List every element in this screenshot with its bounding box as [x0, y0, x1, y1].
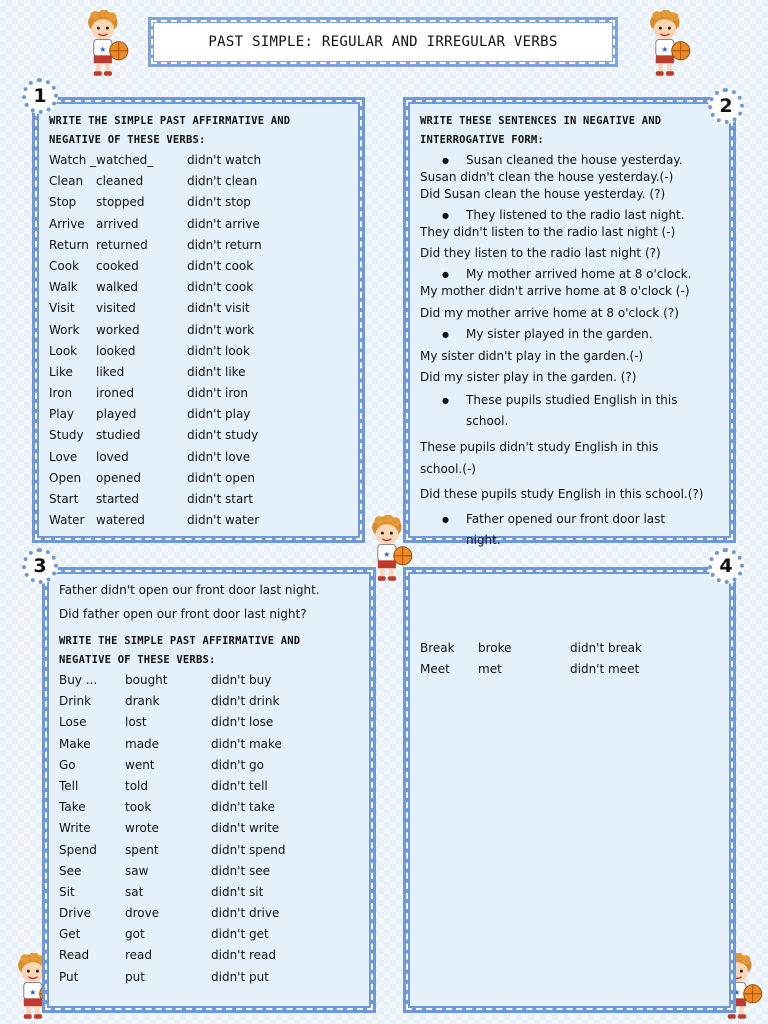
- exercise-3-heading: NEGATIVE OF THESE VERBS:: [59, 654, 216, 666]
- negative-verb: didn't work: [187, 322, 255, 337]
- negative-verb: didn't visit: [187, 301, 250, 316]
- boy-basketball-icon: [640, 10, 692, 78]
- sentence-item: [420, 390, 725, 432]
- verb-row: [59, 734, 369, 755]
- past-verb: played: [96, 407, 137, 422]
- base-verb: Love: [49, 449, 78, 464]
- negative-verb: didn't stop: [187, 195, 251, 210]
- verb-row: [49, 468, 359, 489]
- past-verb: worked: [96, 322, 140, 337]
- past-verb: bought: [125, 673, 168, 687]
- negative-verb: didn't water: [187, 513, 260, 528]
- past-verb: read: [125, 948, 153, 963]
- verb-row: [59, 903, 369, 924]
- sentence-line: These pupils didn't study English in this: [420, 440, 659, 454]
- past-verb: wrote: [125, 821, 159, 836]
- past-verb: started: [96, 492, 139, 506]
- negative-verb: didn't get: [211, 927, 269, 942]
- negative-verb: didn't start: [187, 492, 253, 506]
- past-verb: broke: [478, 641, 512, 655]
- negative-verb: didn't sit: [211, 884, 264, 899]
- sentence-item: ● They listened to the radio last night.: [420, 207, 725, 224]
- past-verb: lost: [125, 715, 147, 730]
- past-verb: told: [125, 778, 148, 793]
- past-verb: arrived: [96, 216, 139, 231]
- verb-row: [49, 425, 359, 446]
- verb-row: [49, 214, 359, 235]
- exercise-1-heading: NEGATIVE OF THESE VERBS:: [49, 134, 206, 146]
- negative-verb: didn't lose: [211, 715, 274, 730]
- base-verb: Water: [49, 513, 85, 528]
- base-verb: Tell: [59, 778, 79, 793]
- past-verb: got: [125, 927, 145, 942]
- base-verb: Clean: [49, 174, 84, 189]
- negative-verb: didn't put: [211, 969, 269, 984]
- exercise-3-heading: WRITE THE SIMPLE PAST AFFIRMATIVE AND: [59, 635, 301, 647]
- verb-row: [59, 818, 369, 839]
- base-verb: Write: [59, 821, 91, 836]
- base-verb: See: [59, 863, 82, 878]
- base-verb: Like: [49, 364, 73, 379]
- negative-verb: didn't watch: [187, 153, 262, 167]
- base-verb: Watch _watched_: [49, 153, 154, 167]
- base-verb: Stop: [49, 195, 77, 210]
- negative-verb: didn't go: [211, 757, 264, 772]
- past-verb: drank: [125, 694, 160, 709]
- base-verb: Start: [49, 492, 79, 506]
- base-verb: Make: [59, 736, 91, 751]
- verb-row: [49, 277, 359, 298]
- past-verb: went: [125, 757, 155, 772]
- past-verb: saw: [125, 863, 149, 878]
- past-verb: cooked: [96, 258, 139, 273]
- negative-verb: didn't return: [187, 237, 262, 252]
- exercise-3-panel: [42, 567, 376, 1013]
- negative-verb: didn't clean: [187, 174, 258, 189]
- negative-verb: didn't buy: [211, 673, 272, 687]
- page-title: PAST SIMPLE: REGULAR AND IRREGULAR VERBS: [148, 17, 618, 67]
- verb-row: [49, 298, 359, 319]
- verb-row: [49, 320, 359, 341]
- base-verb: Put: [59, 969, 79, 984]
- verb-row: [49, 362, 359, 383]
- base-verb: Meet: [420, 662, 450, 677]
- negative-verb: didn't break: [570, 641, 642, 655]
- negative-sentence: Susan didn't clean the house yesterday.(-): [420, 170, 674, 184]
- base-verb: Arrive: [49, 216, 85, 231]
- negative-verb: didn't drink: [211, 694, 280, 709]
- base-verb: Break: [420, 641, 455, 655]
- base-verb: Study: [49, 428, 84, 443]
- exercise-1-panel: [32, 97, 365, 543]
- verb-row: [59, 945, 369, 966]
- question-sentence: Did father open our front door last night?: [59, 607, 307, 621]
- past-verb: sat: [125, 884, 144, 899]
- exercise-2-heading: INTERROGATIVE FORM:: [420, 134, 544, 146]
- sentence-item: ● Susan cleaned the house yesterday.: [420, 152, 725, 169]
- verb-row: [49, 489, 359, 510]
- verb-row: [420, 638, 730, 659]
- verb-list-1: [49, 150, 359, 531]
- exercise-1-heading: WRITE THE SIMPLE PAST AFFIRMATIVE AND: [49, 115, 291, 127]
- negative-sentence: My mother didn't arrive home at 8 o'clock (-): [420, 284, 690, 298]
- base-verb: Go: [59, 757, 76, 772]
- verb-row: [49, 171, 359, 192]
- verb-row: [49, 383, 359, 404]
- exercise-number-1: 1: [22, 78, 58, 114]
- negative-verb: didn't meet: [570, 662, 640, 677]
- past-verb: visited: [96, 301, 136, 316]
- negative-verb: didn't cook: [187, 280, 254, 295]
- negative-verb: didn't take: [211, 800, 275, 815]
- negative-verb: didn't arrive: [187, 216, 260, 231]
- negative-sentence: Father didn't open our front door last night.: [59, 583, 320, 597]
- verb-row: [49, 256, 359, 277]
- verb-row: [59, 712, 369, 733]
- verb-row: [49, 404, 359, 425]
- question-sentence: Did my sister play in the garden. (?): [420, 370, 637, 384]
- negative-verb: didn't cook: [187, 258, 254, 273]
- verb-row: [59, 924, 369, 945]
- base-verb: Drink: [59, 694, 92, 709]
- sentence-line: ● Father opened our front door last: [466, 512, 666, 526]
- exercise-2-heading: WRITE THESE SENTENCES IN NEGATIVE AND: [420, 115, 662, 127]
- past-verb: studied: [96, 428, 141, 443]
- verb-list-3: [59, 670, 369, 988]
- past-verb: opened: [96, 470, 141, 485]
- exercise-number-4: 4: [708, 548, 744, 584]
- past-verb: watered: [96, 513, 145, 528]
- past-verb: took: [125, 800, 152, 815]
- past-verb: made: [125, 736, 160, 751]
- sentence-line: night.: [466, 533, 501, 547]
- question-sentence: Did these pupils study English in this school.(?): [420, 487, 704, 501]
- base-verb: Walk: [49, 280, 78, 295]
- negative-verb: didn't see: [211, 863, 271, 878]
- verb-row: [59, 797, 369, 818]
- past-verb: drove: [125, 906, 160, 921]
- negative-verb: didn't like: [187, 364, 246, 379]
- boy-basketball-icon: [78, 10, 130, 78]
- negative-verb: didn't love: [187, 449, 251, 464]
- verb-row: [49, 510, 359, 531]
- base-verb: Visit: [49, 301, 75, 316]
- question-sentence: Did my mother arrive home at 8 o'clock (?): [420, 306, 679, 320]
- past-verb: stopped: [96, 195, 145, 210]
- past-verb: walked: [96, 280, 139, 295]
- base-verb: Open: [49, 470, 82, 485]
- question-sentence: Did they listen to the radio last night (?): [420, 246, 661, 260]
- exercise-4-panel: [403, 567, 736, 1013]
- past-verb: ironed: [96, 386, 134, 401]
- negative-verb: didn't read: [211, 948, 277, 963]
- sentence-item: [420, 509, 725, 551]
- past-verb: loved: [96, 449, 129, 464]
- base-verb: Iron: [49, 386, 73, 401]
- sentence-item: ● My mother arrived home at 8 o'clock.: [420, 266, 725, 283]
- negative-verb: didn't tell: [211, 778, 268, 793]
- negative-sentence: My sister didn't play in the garden.(-): [420, 349, 644, 363]
- base-verb: Get: [59, 927, 81, 942]
- negative-verb: didn't spend: [211, 842, 286, 857]
- verb-row: [59, 967, 369, 988]
- exercise-2-panel: [403, 97, 736, 547]
- base-verb: Look: [49, 343, 78, 358]
- base-verb: Read: [59, 948, 90, 963]
- sentence-line: school.: [466, 414, 509, 428]
- sentence-line: school.(-): [420, 462, 476, 476]
- exercise-number-2: 2: [708, 88, 744, 124]
- verb-row: [49, 150, 359, 171]
- verb-row: [59, 840, 369, 861]
- base-verb: Cook: [49, 258, 80, 273]
- question-sentence: Did Susan clean the house yesterday. (?): [420, 187, 666, 201]
- negative-sentence: They didn't listen to the radio last night (-): [420, 225, 676, 239]
- negative-sentence: [420, 436, 725, 480]
- base-verb: Drive: [59, 906, 91, 921]
- verb-row: [49, 447, 359, 468]
- verb-row: [59, 670, 369, 691]
- verb-row: [59, 755, 369, 776]
- base-verb: Spend: [59, 842, 97, 857]
- negative-verb: didn't iron: [187, 386, 248, 401]
- base-verb: Work: [49, 322, 80, 337]
- negative-verb: didn't drive: [211, 906, 280, 921]
- base-verb: Return: [49, 237, 89, 252]
- sentence-item: ● My sister played in the garden.: [420, 326, 725, 343]
- past-verb: met: [478, 662, 502, 677]
- negative-verb: didn't study: [187, 428, 259, 443]
- negative-verb: didn't make: [211, 736, 282, 751]
- verb-list-4: [420, 638, 730, 680]
- base-verb: Take: [59, 800, 86, 815]
- past-verb: looked: [96, 343, 136, 358]
- base-verb: Buy ...: [59, 673, 98, 687]
- sentence-line: ● These pupils studied English in this: [466, 393, 678, 407]
- exercise-number-3: 3: [22, 548, 58, 584]
- base-verb: Play: [49, 407, 75, 422]
- negative-verb: didn't look: [187, 343, 250, 358]
- past-verb: liked: [96, 364, 125, 379]
- negative-verb: didn't play: [187, 407, 251, 422]
- past-verb: returned: [96, 237, 148, 252]
- verb-row: [49, 235, 359, 256]
- negative-verb: didn't open: [187, 470, 255, 485]
- verb-row: [420, 659, 730, 680]
- base-verb: Lose: [59, 715, 87, 730]
- verb-row: [59, 776, 369, 797]
- negative-verb: didn't write: [211, 821, 280, 836]
- past-verb: spent: [125, 842, 159, 857]
- verb-row: [49, 341, 359, 362]
- base-verb: Sit: [59, 884, 75, 899]
- verb-row: [49, 192, 359, 213]
- past-verb: cleaned: [96, 174, 144, 189]
- past-verb: put: [125, 969, 145, 984]
- verb-row: [59, 861, 369, 882]
- verb-row: [59, 691, 369, 712]
- verb-row: [59, 882, 369, 903]
